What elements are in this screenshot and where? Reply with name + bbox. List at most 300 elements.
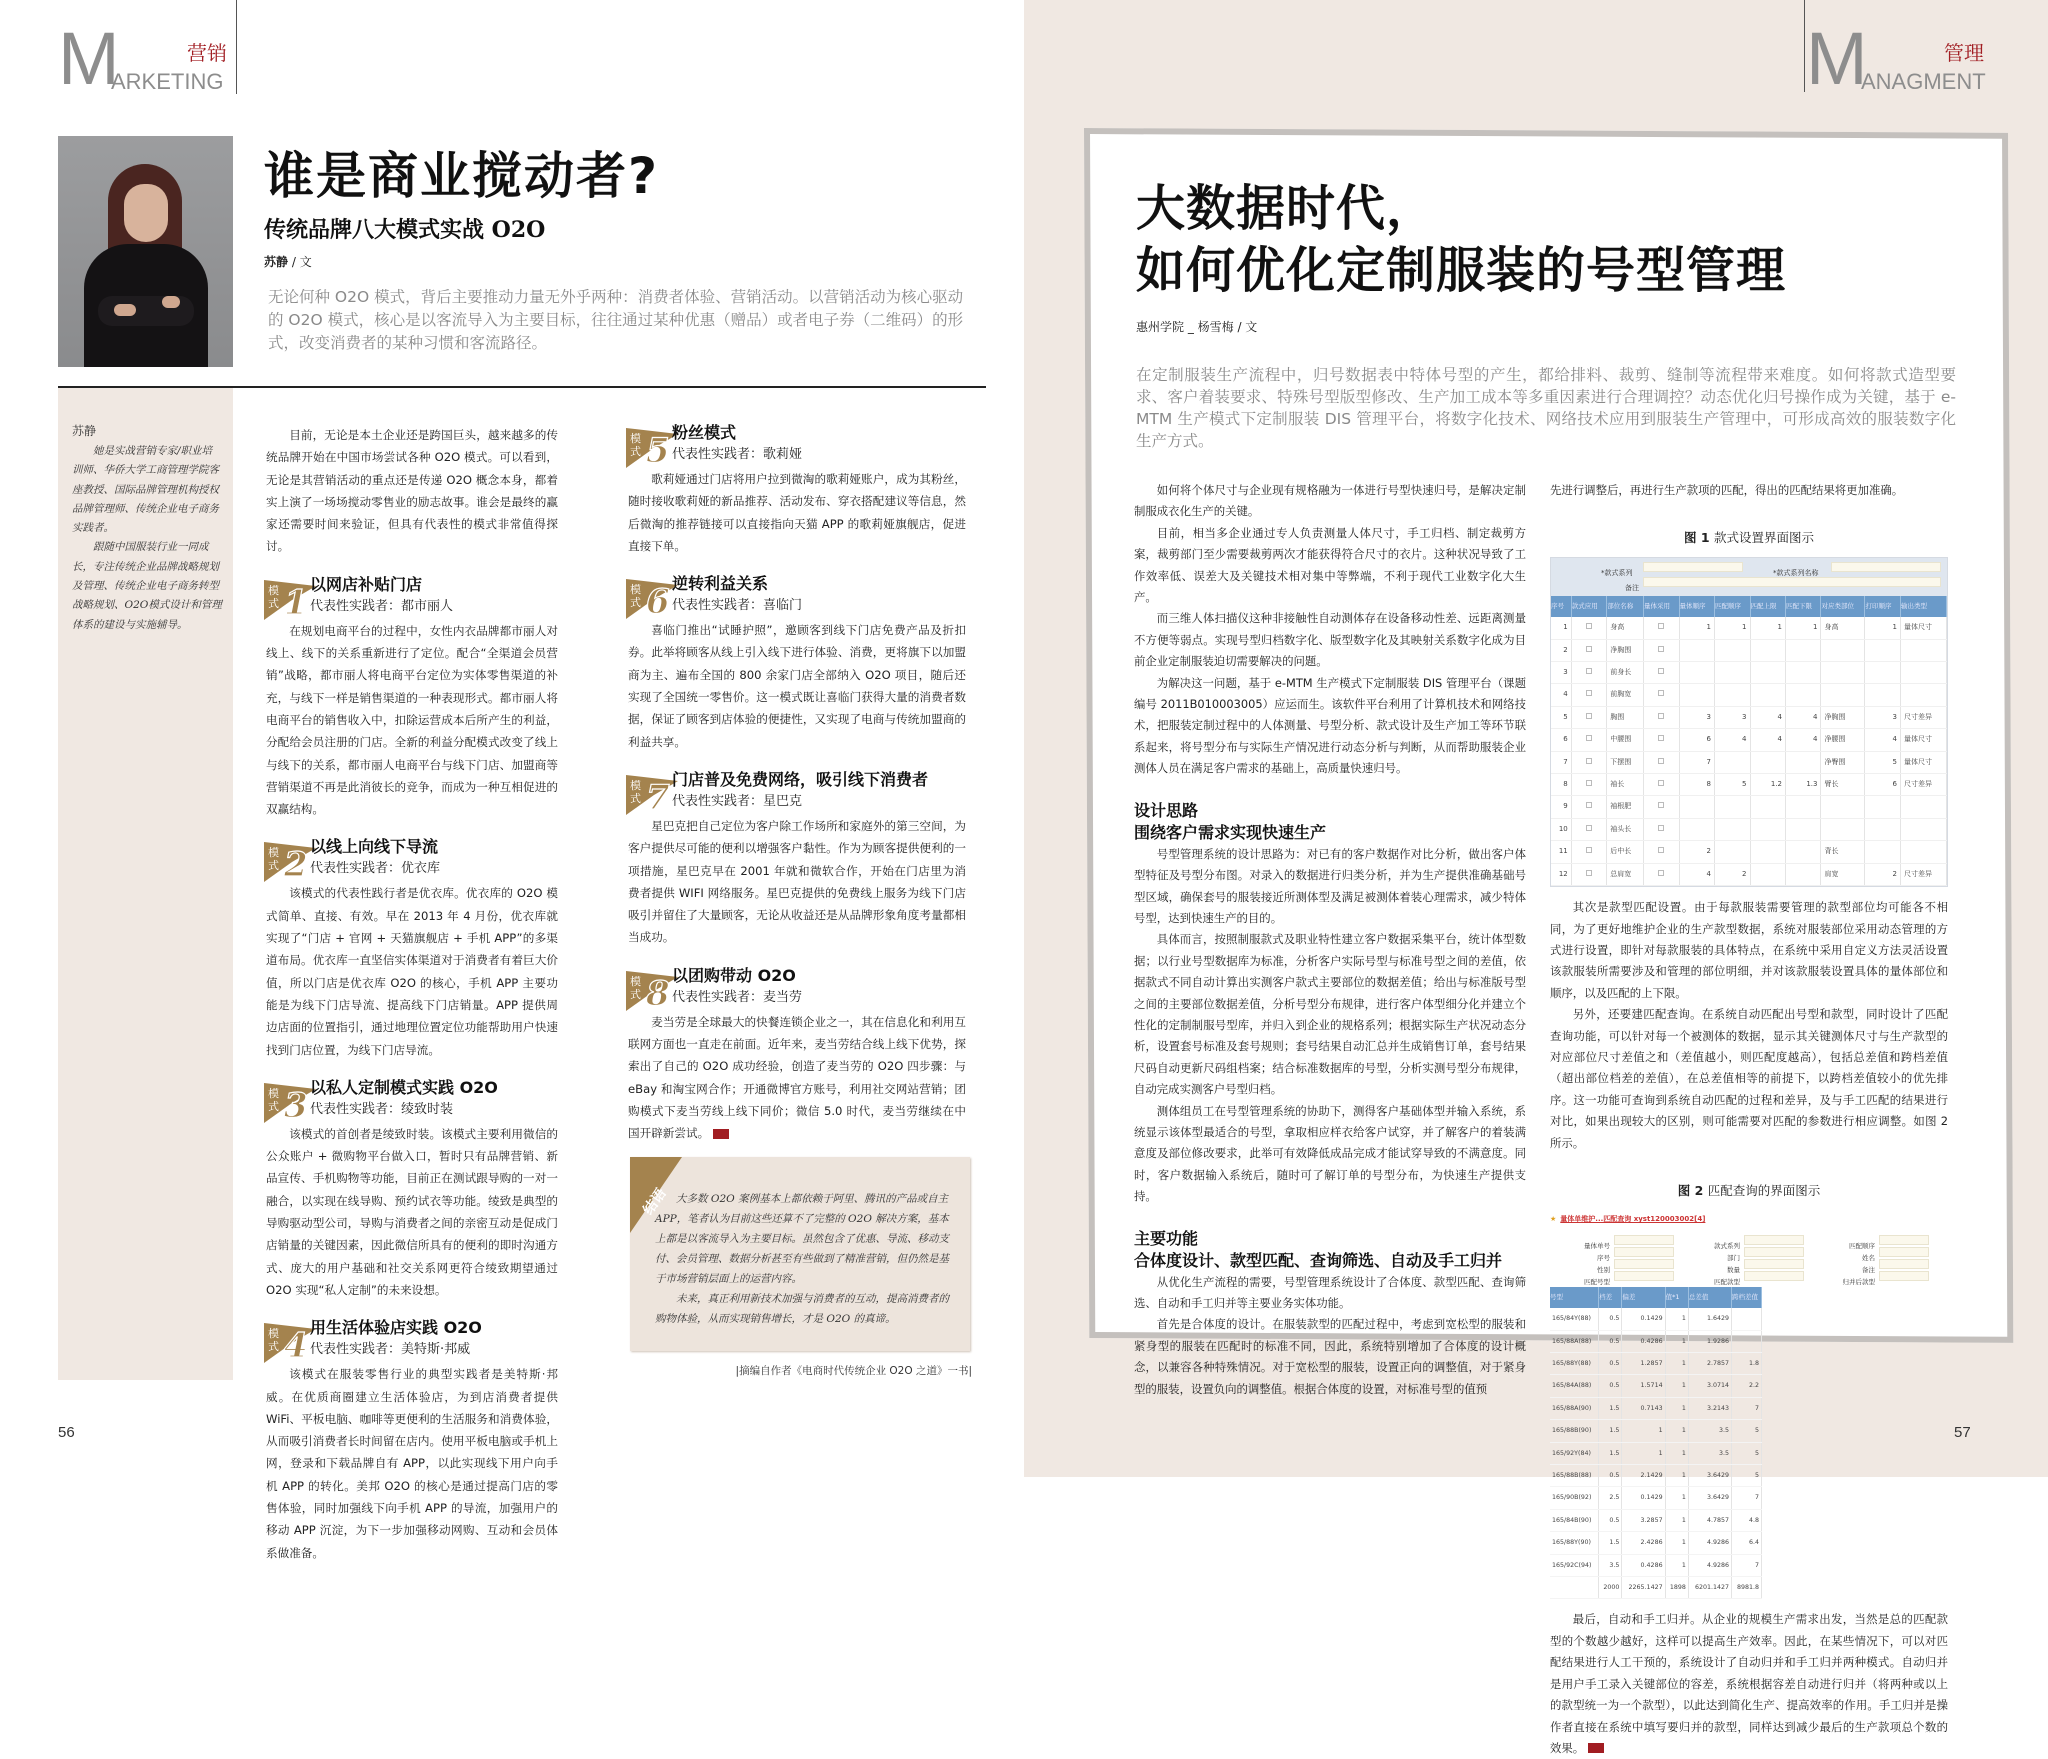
mode-representative: 代表性实践者：绫致时装 (310, 1101, 454, 1117)
table-cell: 5 (1865, 751, 1900, 773)
table-cell: 1.5 (1599, 1397, 1622, 1419)
table-cell: 尺寸差异 (1900, 706, 1946, 728)
table-cell: 下摆围 (1607, 751, 1644, 773)
table-cell: 前胸宽 (1607, 684, 1644, 706)
table-cell: 165/88Y(88) (1550, 1353, 1599, 1375)
star-icon: ★ (1550, 1215, 1557, 1224)
table-cell: 2 (1865, 863, 1900, 885)
mode-representative: 代表性实践者：喜临门 (672, 598, 803, 614)
form-input[interactable] (1744, 1247, 1804, 1257)
table-cell: 中腰围 (1607, 729, 1644, 751)
mode-badge-label: 模式 (268, 1086, 279, 1113)
checkbox[interactable] (1586, 780, 1592, 786)
checkbox[interactable] (1586, 825, 1592, 831)
table-row (1551, 774, 1947, 796)
table-cell: 1 (1750, 617, 1785, 639)
checkbox[interactable] (1586, 668, 1592, 674)
table-cell (1644, 684, 1679, 706)
checkbox[interactable] (1658, 780, 1664, 786)
form-label: *款式系列 (1601, 568, 1633, 577)
mode-header (266, 1077, 558, 1126)
table-cell: 净腰围 (1821, 729, 1865, 751)
table-cell: 量体尺寸 (1900, 729, 1946, 751)
checkbox[interactable] (1658, 646, 1664, 652)
table-cell (1715, 684, 1750, 706)
table-total-cell: 2000 (1599, 1577, 1622, 1599)
form-label: 序号 (1597, 1253, 1610, 1262)
table-cell: 0.4286 (1622, 1554, 1665, 1576)
table-cell: 3.5 (1688, 1420, 1731, 1442)
table-cell: 1.5714 (1622, 1375, 1665, 1397)
table-cell: 165/88A(88) (1550, 1330, 1599, 1352)
table-cell: 0.5 (1599, 1465, 1622, 1487)
table-totals-row (1550, 1577, 1762, 1599)
table-cell: 12 (1551, 863, 1571, 885)
section-big-letter: M (58, 17, 118, 100)
source-note: |摘编自作者《电商时代传统企业 O2O 之道》一书| (735, 1365, 972, 1377)
mode-header (266, 1318, 558, 1367)
author-bio-panel (58, 388, 233, 1380)
section-big-letter: M (1806, 17, 1866, 100)
table-cell: 1 (1551, 617, 1571, 639)
form-label: 匹配号型 (1584, 1277, 1610, 1286)
mode-badge-label: 模式 (630, 974, 641, 1001)
paragraph: 如何将个体尺寸与企业现有规格融为一体进行号型快速归号，是解决定制制服成衣化生产的关键。 (1134, 483, 1526, 519)
checkbox[interactable] (1658, 825, 1664, 831)
mode-number: 1 (284, 582, 308, 623)
table-cell (1785, 751, 1820, 773)
table-cell: 2.7857 (1688, 1353, 1731, 1375)
table-cell: 1 (1865, 617, 1900, 639)
table-row (1551, 841, 1947, 863)
table-cell: 肩宽 (1821, 863, 1865, 885)
bio-paragraph: 她是实战营销专家/职业培训师、华侨大学工商管理学院客座教授、国际品牌管理机构授权品牌管理师、传统企业电子商务实践者。 (72, 445, 219, 535)
mode-body (628, 1011, 966, 1145)
form-label: 归并后款型 (1842, 1277, 1875, 1286)
mode-header (266, 837, 558, 886)
figure-1-form (1551, 558, 1947, 596)
table-cell: 1.5 (1599, 1420, 1622, 1442)
table-cell: 1.8 (1732, 1353, 1762, 1375)
table-cell (1750, 818, 1785, 840)
table-header-cell[interactable]: 量体顺序 (1679, 596, 1714, 617)
checkbox[interactable] (1586, 690, 1592, 696)
column-2 (1550, 480, 1948, 1759)
table-cell (1644, 617, 1679, 639)
table-cell (1785, 796, 1820, 818)
table-total-cell: 1898 (1665, 1577, 1688, 1599)
figure-2-num: 图 2 (1677, 1182, 1704, 1198)
mode-title: 用生活体验店实践 O2O (310, 1318, 482, 1338)
conclusion-text (655, 1189, 955, 1329)
mode-title: 以团购带动 O2O (672, 965, 796, 985)
table-cell: 5 (1551, 706, 1571, 728)
form-input[interactable] (1879, 1235, 1929, 1245)
byline-suffix: / 文 (288, 255, 312, 269)
table-cell: 4 (1785, 706, 1820, 728)
table-cell: 2.1429 (1622, 1465, 1665, 1487)
intro-paragraph: 目前，无论是本土企业还是跨国巨头，越来越多的传统品牌开始在中国市场尝试各种 O2O 模式。可以看到，无论是其营销活动的重点还是传递 O2O 概念本身，都着实上演了一场场搅动零售业的励志故事。谁会是最终的赢家还需要时间来验证，但具有代表性的模式非常值得探讨。 (266, 428, 558, 554)
mode-representative: 代表性实践者：美特斯·邦威 (310, 1342, 471, 1358)
checkbox[interactable] (1586, 646, 1592, 652)
table-header-cell[interactable]: 档差 (1599, 1287, 1622, 1308)
table-cell (1785, 818, 1820, 840)
table-cell: 2 (1715, 863, 1750, 885)
table-header-cell[interactable]: 值*1 (1665, 1287, 1688, 1308)
form-label: 备注 (1625, 583, 1639, 592)
table-cell (1679, 818, 1714, 840)
table-cell: 后中长 (1607, 841, 1644, 863)
mode-body-text: 该模式的代表性践行者是优衣库。优衣库的 O2O 模式简单、直接、有效。早在 2013 年 4 月份，优衣库就实现了“门店 + 官网 + 天猫旗舰店 + 手机 APP”的多渠道布局。优衣库一直坚信实体渠道对于消费者有着巨大价值，所以门店是优衣库 O2O 的核心，手机 APP 主要功能是为线下门店导流、提高线下门店销量。APP 提供周边店面的位置指引，通过地理位置定位功能帮助用户快速找到门店位置，为线下门店导流。 (266, 886, 558, 1057)
mode-section (628, 424, 966, 557)
mode-body-text: 麦当劳是全球最大的快餐连锁企业之一，其在信息化和利用互联网方面也一直走在前面。近年来，麦当劳结合线上线下优势，探索出了自己的 O2O 成功经验，创造了麦当劳的 O2O 四步骤：与 eBay 和淘宝网合作；开通微博官方账号，利用社交网站营销；团购模式下麦当劳线上线下同价；微信 5.0 时代，麦当劳继续在中国开辟新尝试。 (628, 1014, 966, 1141)
mode-body (266, 882, 558, 1060)
table-cell: 尺寸差异 (1900, 774, 1946, 796)
mode-number: 3 (284, 1085, 308, 1126)
form-input[interactable] (1614, 1247, 1674, 1257)
figure-2-link: 量体单维护...匹配查询 xyst120003002[4] (1560, 1215, 1706, 1224)
mode-number: 2 (284, 845, 308, 886)
table-cell (1715, 841, 1750, 863)
table-cell (1750, 751, 1785, 773)
table-cell: 0.5 (1599, 1375, 1622, 1397)
table-cell (1821, 639, 1865, 661)
table-row (1550, 1330, 1762, 1352)
mode-title: 粉丝模式 (672, 423, 737, 442)
table-cell: 165/84A(88) (1550, 1375, 1599, 1397)
table-cell (1900, 662, 1946, 684)
form-label: 数量 (1727, 1265, 1740, 1274)
checkbox[interactable] (1586, 802, 1592, 808)
checkbox[interactable] (1658, 758, 1664, 764)
table-header-cell[interactable]: 总差值 (1688, 1287, 1731, 1308)
table-cell: 3.2857 (1622, 1509, 1665, 1531)
checkbox[interactable] (1586, 758, 1592, 764)
table-cell: 11 (1551, 841, 1571, 863)
mode-section (266, 576, 558, 821)
checkbox[interactable] (1586, 735, 1592, 741)
table-cell: 165/88Y(90) (1550, 1532, 1599, 1554)
table-cell (1571, 818, 1606, 840)
mode-number: 7 (646, 777, 670, 818)
table-cell (1785, 841, 1820, 863)
paragraph: 首先是合体度的设计。在服装款型的匹配过程中，考虑到宽松型的服装和紧身型的服装在匹配时的标准不同，因此，系统特别增加了合体度的设计概念，以兼容各种特殊情况。对于宽松型的服装，设置正向的调整值，对于紧身型的服装，设置负向的调整值。根据合体度的设置，对标准号型的值预 (1134, 1317, 1526, 1396)
table-cell: 1 (1665, 1330, 1688, 1352)
checkbox[interactable] (1586, 623, 1592, 629)
table-cell: 1 (1665, 1532, 1688, 1554)
table-cell: 6 (1679, 729, 1714, 751)
title-line-1: 大数据时代， (1136, 180, 1437, 237)
paragraph: 另外，还要建匹配查询。在系统自动匹配出号型和款型，同时设计了匹配查询功能，可以针对每一个被测体的数据，显示其关键测体尺寸与生产款型的对应部位尺寸差值之和（差值越小，则匹配度越高），包括总差值和跨档差值（超出部位档差的差值），在总差值相等的前提下，以跨档差值较小的优先排序。这一功能可查询到系统自动匹配的过程和差异，及与手工匹配的结果进行对比，如果出现较大的区别，则可能需要对匹配的参数进行相应调整。如图 2 所示。 (1550, 1007, 1948, 1150)
table-cell: 6 (1551, 729, 1571, 751)
table-header-cell[interactable]: 偏差 (1622, 1287, 1665, 1308)
table-cell: 3.6429 (1688, 1487, 1731, 1509)
table-cell (1571, 706, 1606, 728)
table-cell: 1 (1785, 617, 1820, 639)
mode-body (628, 468, 966, 557)
checkbox[interactable] (1586, 713, 1592, 719)
figure-1-table (1551, 596, 1947, 886)
table-cell: 165/88B(90) (1550, 1420, 1599, 1442)
table-cell: 165/90B(92) (1550, 1487, 1599, 1509)
table-header-cell[interactable]: 号型 (1550, 1287, 1599, 1308)
paragraph: 而三维人体扫描仪这种非接触性自动测体存在设备移动性差、远距离测量不方便等弱点。实现号型归档数字化、版型数字化及其映射关系数字化成为目前企业定制服装迫切需要解决的问题。 (1134, 611, 1526, 669)
table-cell: 1.2857 (1622, 1353, 1665, 1375)
table-row (1551, 729, 1947, 751)
table-cell: 4 (1715, 729, 1750, 751)
table-cell: 3.0714 (1688, 1375, 1731, 1397)
paragraph: 测体组员工在号型管理系统的协助下，测得客户基础体型并输入系统，系统显示该体型最适合的号型，拿取相应样衣给客户试穿，并了解客户的着装满意度及部位修改要求，此举可有效降低成品完成才能试穿导致的不满意度。同时，客户数据输入系统后，随时可了解订单的号型分布，为快速生产提供支持。 (1134, 1103, 1526, 1204)
table-cell: 1 (1715, 617, 1750, 639)
table-cell: 1 (1622, 1420, 1665, 1442)
table-cell: 9 (1551, 796, 1571, 818)
title-line-2: 如何优化定制服装的号型管理 (1136, 242, 1787, 299)
table-cell (1865, 818, 1900, 840)
table-cell (1715, 662, 1750, 684)
table-cell: 7 (1679, 751, 1714, 773)
table-header-cell[interactable]: 输出类型 (1900, 596, 1946, 617)
section-name-en: ARKETING (111, 69, 224, 94)
table-cell: 1 (1622, 1442, 1665, 1464)
table-cell (1644, 639, 1679, 661)
checkbox[interactable] (1658, 802, 1664, 808)
checkbox[interactable] (1658, 713, 1664, 719)
table-cell: 尺寸差异 (1900, 863, 1946, 885)
author-name: 苏静 (264, 255, 289, 269)
table-row (1550, 1509, 1762, 1531)
table-row (1550, 1487, 1762, 1509)
table-cell (1750, 684, 1785, 706)
end-mark-icon (713, 1129, 729, 1139)
table-cell: 5 (1732, 1420, 1762, 1442)
table-header-cell[interactable]: 序号 (1551, 596, 1571, 617)
table-cell (1644, 751, 1679, 773)
table-total-cell: 6201.1427 (1688, 1577, 1731, 1599)
table-cell: 165/88B(88) (1550, 1465, 1599, 1487)
section-heading-2: 合体度设计、款型匹配、查询筛选、自动及手工归并 (1134, 1250, 1503, 1270)
table-cell: 3.5 (1688, 1442, 1731, 1464)
mode-header (628, 769, 966, 818)
table-cell: 2 (1551, 639, 1571, 661)
table-cell (1732, 1308, 1762, 1330)
end-mark-icon (1588, 1743, 1604, 1753)
mode-section (628, 575, 966, 753)
mode-section (266, 1079, 558, 1301)
table-cell: 2.5 (1599, 1487, 1622, 1509)
form-label: 部门 (1727, 1253, 1740, 1262)
paragraph: 具体而言，按照制服款式及职业特性建立客户数据采集平台，统计体型数据；以行业号型数据库为标准，分析客户实际号型与标准号型之间的差值，依据款式不同自动计算出实测客户款式主要部位的数据差值；给出与标准版号型之间的主要部位数据差值，分析号型分布规律，进行客户体型细分化并建立个性化的定制制服号型库，并归入到企业的规格系列；根据实际生产状况动态分析，设置套号标准及套号规则；套号结果自动汇总并生成销售订单，套号结果尺码自动更新尺码组档案；结合标准数据库的号型，分析实测号型分布规律，自动完成实测客户号型归档。 (1134, 932, 1526, 1097)
figure-2-header (1550, 1209, 1948, 1230)
table-cell: 3 (1715, 706, 1750, 728)
form-input[interactable] (1614, 1259, 1674, 1269)
mode-title: 逆转利益关系 (672, 574, 769, 594)
table-cell: 4.9286 (1688, 1554, 1731, 1576)
paragraph (1550, 1609, 1948, 1759)
table-row (1550, 1442, 1762, 1464)
table-row (1550, 1353, 1762, 1375)
table-total-cell: 8981.8 (1732, 1577, 1762, 1599)
checkbox[interactable] (1586, 847, 1592, 853)
section-name-cn: 管理 (1944, 41, 1984, 65)
table-cell: 3.5 (1599, 1554, 1622, 1576)
table-cell (1750, 841, 1785, 863)
checkbox[interactable] (1658, 847, 1664, 853)
table-cell (1571, 617, 1606, 639)
table-cell: 7 (1732, 1487, 1762, 1509)
figure-1-caption (1550, 527, 1948, 548)
table-cell (1571, 774, 1606, 796)
table-cell (1571, 841, 1606, 863)
table-cell: 量体尺寸 (1900, 617, 1946, 639)
figure-1-screenshot (1550, 557, 1948, 887)
left-page (0, 0, 1024, 1560)
mode-title: 门店普及免费网络，吸引线下消费者 (672, 769, 929, 789)
table-header-cell[interactable]: 款式应用 (1571, 596, 1606, 617)
table-cell: 165/84B(90) (1550, 1509, 1599, 1531)
table-cell (1821, 818, 1865, 840)
table-header-cell[interactable]: 匹配上限 (1750, 596, 1785, 617)
table-header-cell[interactable]: 跨档差值 (1732, 1287, 1762, 1308)
lede-text: 在定制服装生产流程中，归号数据表中特体号型的产生，都给排料、裁剪、缝制等流程带来难度。如何将款式造型要求、客户着装要求、特殊号型版型修改、生产加工成本等多重因素进行合理调控？动态优化归号操作成为关键，基于 e-MTM 生产模式下定制服装 DIS 管理平台，将数字化技术、网络技术应用到服装生产管理中，可形成高效的服装数字化生产方式。 (1136, 366, 1956, 450)
table-header-cell[interactable]: 打印顺序 (1865, 596, 1900, 617)
checkbox[interactable] (1658, 690, 1664, 696)
table-cell (1750, 863, 1785, 885)
mode-number: 8 (646, 973, 670, 1014)
table-total-cell: 2265.1427 (1622, 1577, 1665, 1599)
table-cell (1679, 796, 1714, 818)
mode-body (266, 1123, 558, 1301)
checkbox[interactable] (1658, 623, 1664, 629)
section-divider-line (1804, 0, 1805, 92)
table-cell: 1 (1665, 1442, 1688, 1464)
form-input[interactable] (1879, 1247, 1929, 1257)
table-cell (1750, 662, 1785, 684)
bio-text (72, 442, 222, 635)
table-cell: 4 (1865, 729, 1900, 751)
table-cell (1865, 796, 1900, 818)
article-title: 谁是商业搅动者? (264, 147, 660, 205)
checkbox[interactable] (1658, 668, 1664, 674)
table-cell: 1 (1665, 1465, 1688, 1487)
table-cell: 3 (1551, 662, 1571, 684)
table-cell: 0.4286 (1622, 1330, 1665, 1352)
paragraph: 先进行调整后，再进行生产款项的匹配，得出的匹配结果将更加准确。 (1550, 483, 1904, 497)
table-cell: 0.5 (1599, 1353, 1622, 1375)
form-input[interactable] (1744, 1235, 1804, 1245)
section-name-en: ANAGMENT (1861, 69, 1986, 94)
table-row (1551, 818, 1947, 840)
table-cell: 165/88A(90) (1550, 1397, 1599, 1419)
byline (264, 254, 312, 270)
table-cell (1571, 729, 1606, 751)
mode-body-text: 该模式在服装零售行业的典型实践者是美特斯·邦威。在优质商圈建立生活体验店，为到店消费者提供 WiFi、平板电脑、咖啡等更便利的生活服务和消费体验，从而吸引消费者长时间留在店内。使用平板电脑或手机上网，登录和下载品牌自有 APP，以此实现线下用户向手机 APP 的转化。美邦 O2O 的核心是通过提高门店的零售体验，同时加强线下向手机 APP 的导流，加强用户的移动 APP 沉淀，为下一步加强移动网购、互动和会员体系做准备。 (266, 1367, 558, 1560)
table-cell (1571, 662, 1606, 684)
form-input (1643, 577, 1941, 587)
table-cell: 4.9286 (1688, 1532, 1731, 1554)
checkbox[interactable] (1658, 870, 1664, 876)
table-header-cell[interactable]: 匹配下限 (1785, 596, 1820, 617)
mode-badge-label: 模式 (268, 1327, 279, 1354)
paragraph: 从优化生产流程的需要，号型管理系统设计了合体度、款型匹配、查询筛选、自动和手工归并等主要业务实体功能。 (1134, 1274, 1526, 1310)
table-cell (1679, 639, 1714, 661)
form-input[interactable] (1614, 1235, 1674, 1245)
form-label: 匹配款型 (1714, 1277, 1740, 1286)
bio-paragraph: 跟随中国服装行业一同成长，专注传统企业品牌战略规划及管理、传统企业电子商务转型战略规划、O2O模式设计和管理体系的建设与实施辅导。 (72, 541, 222, 631)
table-header-cell[interactable]: 匹配顺序 (1715, 596, 1750, 617)
table-cell (1865, 639, 1900, 661)
table-cell (1644, 774, 1679, 796)
conclusion-paragraph: 未来，真正利用新技术加强与消费者的互动，提高消费者的购物体验，从而实现销售增长，才是 O2O 的真谛。 (655, 1293, 949, 1325)
table-cell: 2.4286 (1622, 1532, 1665, 1554)
table-cell: 净胸围 (1607, 639, 1644, 661)
mode-body (266, 620, 558, 821)
table-cell (1644, 863, 1679, 885)
mode-section (628, 771, 966, 949)
paragraph: 目前，相当多企业通过专人负责测量人体尺寸，手工归档、制定裁剪方案，裁剪部门至少需要裁剪两次才能获得符合尺寸的衣片。这种状况导致了工作效率低、误差大及关键技术相对集中等弊端，不利于现代工业数字化大生产。 (1134, 525, 1526, 605)
figure-1-num: 图 1 (1684, 530, 1710, 546)
table-row (1551, 796, 1947, 818)
section-heading (1134, 800, 1526, 844)
form-input[interactable] (1879, 1271, 1929, 1281)
table-cell: 5 (1715, 774, 1750, 796)
form-input[interactable] (1614, 1271, 1674, 1281)
table-cell (1900, 684, 1946, 706)
table-cell: 1 (1679, 617, 1714, 639)
conclusion-label: 结语 (640, 1185, 670, 1218)
table-cell (1679, 684, 1714, 706)
table-cell: 袖头长 (1607, 818, 1644, 840)
table-cell: 4.8 (1732, 1509, 1762, 1531)
table-cell (1732, 1330, 1762, 1352)
table-cell: 3 (1679, 706, 1714, 728)
table-header-cell[interactable]: 对应类部位 (1821, 596, 1865, 617)
table-header-cell[interactable]: 部位名称 (1607, 596, 1644, 617)
table-cell: 4 (1750, 706, 1785, 728)
table-cell (1785, 639, 1820, 661)
table-cell (1644, 706, 1679, 728)
mode-title: 以线上向线下导流 (310, 837, 439, 857)
table-cell: 7 (1551, 751, 1571, 773)
table-cell: 0.5 (1599, 1308, 1622, 1330)
table-cell: 7 (1732, 1397, 1762, 1419)
checkbox[interactable] (1658, 735, 1664, 741)
table-cell: 3.2143 (1688, 1397, 1731, 1419)
form-input[interactable] (1744, 1271, 1804, 1281)
mode-body-text: 在规划电商平台的过程中，女性内衣品牌都市丽人对线上、线下的关系重新进行了定位。配合“全渠道会员营销”战略，都市丽人将电商平台定位为实体零售渠道的补充，与线下一样是销售渠道的一种表现形式。都市丽人将电商平台的销售收入中，扣除运营成本后所产生的利益，分配给会员注册的门店。全新的利益分配模式改变了线上与线下的关系，都市丽人电商平台与线下门店、加盟商等营销渠道不再是此消彼长的竞争，而成为一种互相促进的双赢结构。 (266, 623, 558, 817)
table-cell: 袖长 (1607, 774, 1644, 796)
form-input[interactable] (1879, 1259, 1929, 1269)
mode-number: 6 (646, 582, 670, 623)
form-label: 量体单号 (1584, 1241, 1610, 1250)
table-cell: 3.6429 (1688, 1465, 1731, 1487)
mode-badge-label: 模式 (268, 583, 279, 610)
figure-2-caption (1550, 1180, 1948, 1201)
mode-header (266, 574, 558, 623)
mode-header (628, 574, 966, 623)
mode-representative: 代表性实践者：优衣库 (310, 861, 441, 877)
table-cell: 4 (1750, 729, 1785, 751)
table-cell: 0.5 (1599, 1330, 1622, 1352)
mode-badge-label: 模式 (630, 778, 641, 805)
table-header-cell[interactable]: 量体采用 (1644, 596, 1679, 617)
checkbox[interactable] (1586, 870, 1592, 876)
table-cell (1571, 863, 1606, 885)
table-cell (1644, 662, 1679, 684)
form-input[interactable] (1744, 1259, 1804, 1269)
table-cell: 1 (1665, 1353, 1688, 1375)
mode-badge-label: 模式 (630, 432, 641, 458)
table-cell (1865, 662, 1900, 684)
